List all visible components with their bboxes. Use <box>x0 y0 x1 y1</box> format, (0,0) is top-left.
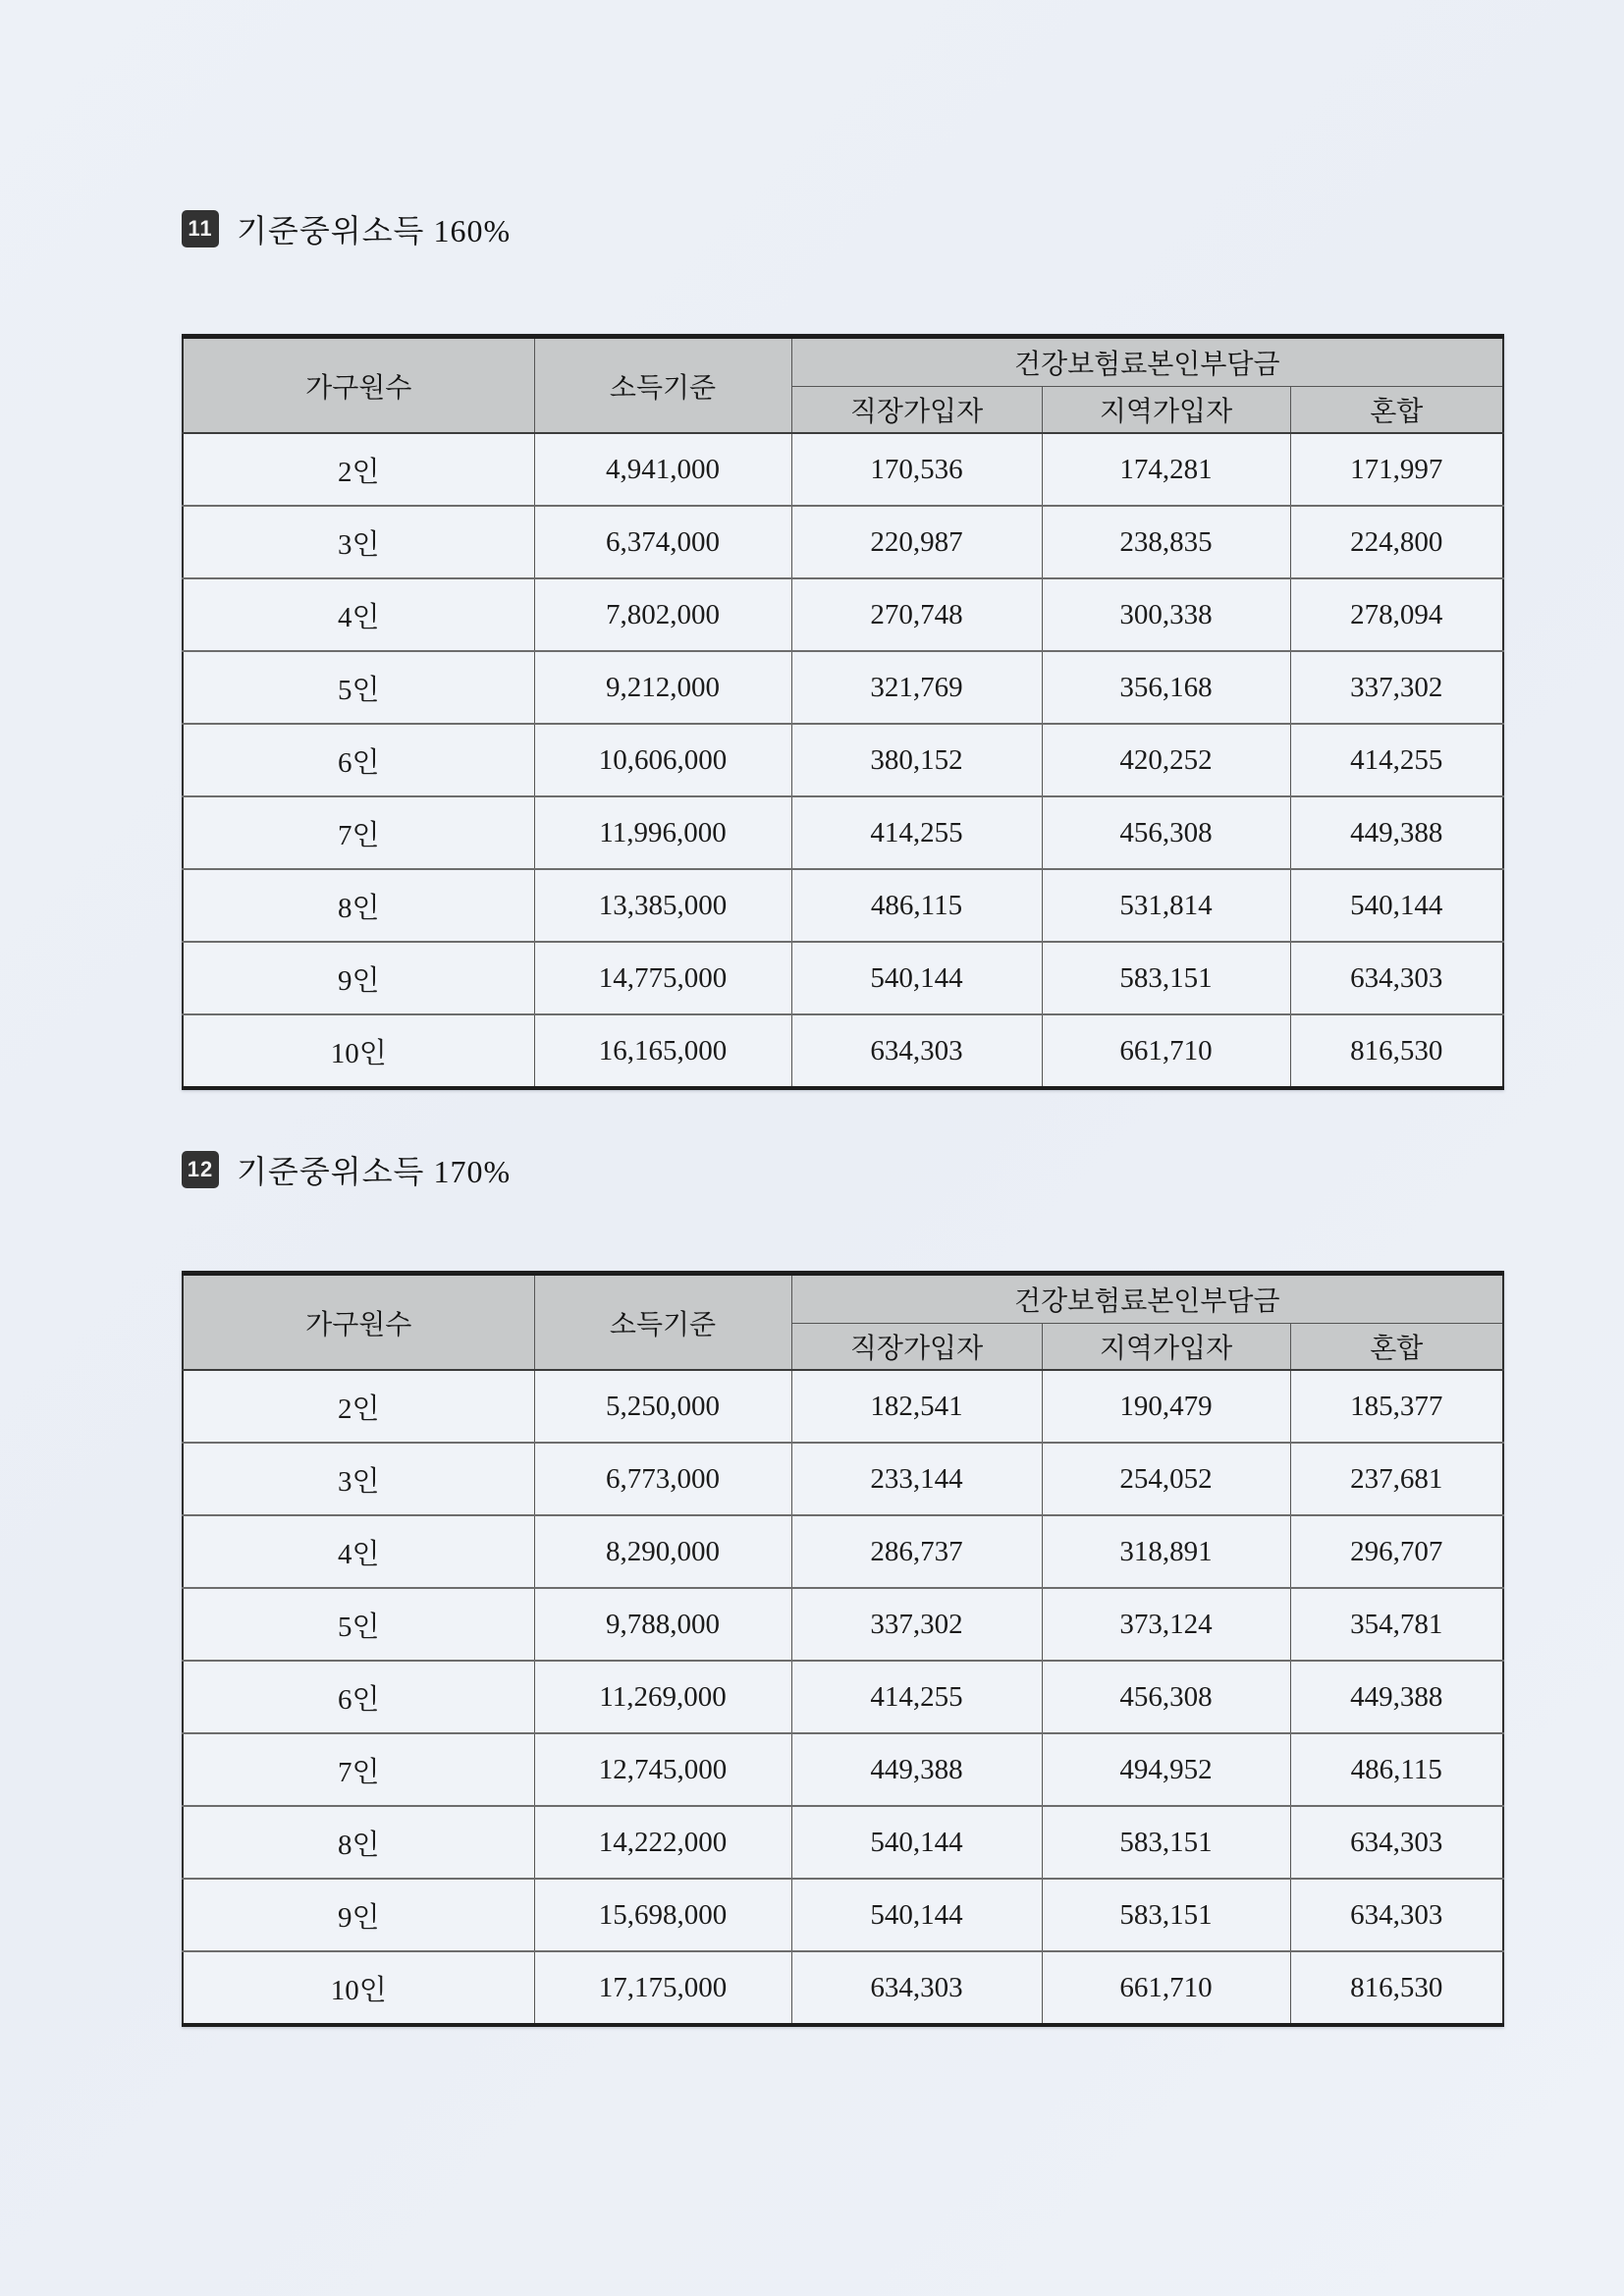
cell-employee-subscriber: 540,144 <box>791 1806 1042 1879</box>
cell-household-size: 3인 <box>183 1443 534 1515</box>
cell-regional-subscriber: 456,308 <box>1042 1661 1290 1733</box>
cell-income-standard: 15,698,000 <box>534 1879 791 1951</box>
cell-regional-subscriber: 583,151 <box>1042 942 1290 1014</box>
cell-employee-subscriber: 270,748 <box>791 578 1042 651</box>
header-regional-subscriber: 지역가입자 <box>1042 1324 1290 1371</box>
cell-income-standard: 6,773,000 <box>534 1443 791 1515</box>
header-household-size: 가구원수 <box>183 337 534 434</box>
cell-mixed: 354,781 <box>1290 1588 1503 1661</box>
cell-household-size: 7인 <box>183 1733 534 1806</box>
cell-employee-subscriber: 337,302 <box>791 1588 1042 1661</box>
table-row <box>183 1588 1503 1661</box>
cell-employee-subscriber: 286,737 <box>791 1515 1042 1588</box>
cell-employee-subscriber: 540,144 <box>791 942 1042 1014</box>
cell-employee-subscriber: 634,303 <box>791 1951 1042 2025</box>
income-table-160 <box>182 334 1504 1090</box>
income-table-170 <box>182 1271 1504 2027</box>
table-body <box>183 1370 1503 2025</box>
cell-mixed: 540,144 <box>1290 869 1503 942</box>
header-household-size: 가구원수 <box>183 1274 534 1371</box>
cell-regional-subscriber: 238,835 <box>1042 506 1290 578</box>
cell-regional-subscriber: 300,338 <box>1042 578 1290 651</box>
cell-regional-subscriber: 494,952 <box>1042 1733 1290 1806</box>
cell-employee-subscriber: 233,144 <box>791 1443 1042 1515</box>
cell-regional-subscriber: 190,479 <box>1042 1370 1290 1443</box>
table-row <box>183 433 1503 506</box>
cell-income-standard: 8,290,000 <box>534 1515 791 1588</box>
cell-mixed: 296,707 <box>1290 1515 1503 1588</box>
cell-regional-subscriber: 456,308 <box>1042 796 1290 869</box>
section-title <box>182 1147 1502 1192</box>
cell-regional-subscriber: 318,891 <box>1042 1515 1290 1588</box>
cell-mixed: 237,681 <box>1290 1443 1503 1515</box>
cell-income-standard: 12,745,000 <box>534 1733 791 1806</box>
cell-mixed: 486,115 <box>1290 1733 1503 1806</box>
header-income-standard: 소득기준 <box>534 337 791 434</box>
table-header <box>183 1274 1503 1371</box>
cell-mixed: 414,255 <box>1290 724 1503 796</box>
table-row <box>183 1806 1503 1879</box>
cell-employee-subscriber: 634,303 <box>791 1014 1042 1088</box>
cell-income-standard: 16,165,000 <box>534 1014 791 1088</box>
cell-regional-subscriber: 174,281 <box>1042 433 1290 506</box>
cell-income-standard: 14,222,000 <box>534 1806 791 1879</box>
cell-employee-subscriber: 380,152 <box>791 724 1042 796</box>
cell-income-standard: 13,385,000 <box>534 869 791 942</box>
table-row <box>183 796 1503 869</box>
cell-mixed: 634,303 <box>1290 942 1503 1014</box>
section-number-badge: 12 <box>182 1151 219 1188</box>
table-row <box>183 1733 1503 1806</box>
cell-household-size: 8인 <box>183 1806 534 1879</box>
cell-employee-subscriber: 540,144 <box>791 1879 1042 1951</box>
cell-employee-subscriber: 170,536 <box>791 433 1042 506</box>
table-header <box>183 337 1503 434</box>
cell-regional-subscriber: 583,151 <box>1042 1806 1290 1879</box>
table-row <box>183 578 1503 651</box>
cell-income-standard: 6,374,000 <box>534 506 791 578</box>
cell-mixed: 816,530 <box>1290 1951 1503 2025</box>
cell-household-size: 6인 <box>183 1661 534 1733</box>
cell-mixed: 634,303 <box>1290 1806 1503 1879</box>
cell-household-size: 9인 <box>183 1879 534 1951</box>
cell-employee-subscriber: 220,987 <box>791 506 1042 578</box>
cell-employee-subscriber: 486,115 <box>791 869 1042 942</box>
cell-mixed: 634,303 <box>1290 1879 1503 1951</box>
header-insurance-group: 건강보험료본인부담금 <box>791 1274 1503 1324</box>
cell-employee-subscriber: 414,255 <box>791 1661 1042 1733</box>
header-employee-subscriber: 직장가입자 <box>791 387 1042 434</box>
table-row <box>183 1661 1503 1733</box>
cell-regional-subscriber: 420,252 <box>1042 724 1290 796</box>
section-median-income-170 <box>182 1147 1502 2027</box>
cell-employee-subscriber: 182,541 <box>791 1370 1042 1443</box>
section-title-text: 기준중위소득 160% <box>237 213 512 248</box>
cell-household-size: 5인 <box>183 651 534 724</box>
cell-regional-subscriber: 531,814 <box>1042 869 1290 942</box>
cell-income-standard: 7,802,000 <box>534 578 791 651</box>
cell-mixed: 278,094 <box>1290 578 1503 651</box>
cell-regional-subscriber: 373,124 <box>1042 1588 1290 1661</box>
section-title-text: 기준중위소득 170% <box>237 1154 512 1189</box>
cell-mixed: 337,302 <box>1290 651 1503 724</box>
section-median-income-160 <box>182 206 1502 1090</box>
cell-income-standard: 5,250,000 <box>534 1370 791 1443</box>
table-row <box>183 1879 1503 1951</box>
table-row <box>183 651 1503 724</box>
table-row <box>183 506 1503 578</box>
header-mixed: 혼합 <box>1290 387 1503 434</box>
cell-income-standard: 14,775,000 <box>534 942 791 1014</box>
cell-mixed: 449,388 <box>1290 1661 1503 1733</box>
cell-household-size: 4인 <box>183 1515 534 1588</box>
cell-household-size: 8인 <box>183 869 534 942</box>
cell-employee-subscriber: 414,255 <box>791 796 1042 869</box>
header-mixed: 혼합 <box>1290 1324 1503 1371</box>
table-row <box>183 942 1503 1014</box>
cell-mixed: 185,377 <box>1290 1370 1503 1443</box>
table-row <box>183 869 1503 942</box>
cell-household-size: 3인 <box>183 506 534 578</box>
section-number-badge: 11 <box>182 210 219 247</box>
cell-mixed: 449,388 <box>1290 796 1503 869</box>
cell-household-size: 2인 <box>183 1370 534 1443</box>
cell-income-standard: 4,941,000 <box>534 433 791 506</box>
table-row <box>183 1951 1503 2025</box>
table-row <box>183 1370 1503 1443</box>
cell-employee-subscriber: 321,769 <box>791 651 1042 724</box>
cell-household-size: 6인 <box>183 724 534 796</box>
cell-household-size: 7인 <box>183 796 534 869</box>
cell-regional-subscriber: 661,710 <box>1042 1951 1290 2025</box>
cell-regional-subscriber: 356,168 <box>1042 651 1290 724</box>
cell-income-standard: 9,212,000 <box>534 651 791 724</box>
header-regional-subscriber: 지역가입자 <box>1042 387 1290 434</box>
table-row <box>183 1515 1503 1588</box>
cell-income-standard: 9,788,000 <box>534 1588 791 1661</box>
cell-regional-subscriber: 583,151 <box>1042 1879 1290 1951</box>
header-employee-subscriber: 직장가입자 <box>791 1324 1042 1371</box>
table-row <box>183 724 1503 796</box>
cell-household-size: 9인 <box>183 942 534 1014</box>
cell-household-size: 5인 <box>183 1588 534 1661</box>
cell-household-size: 4인 <box>183 578 534 651</box>
section-title <box>182 206 1502 251</box>
cell-mixed: 816,530 <box>1290 1014 1503 1088</box>
cell-household-size: 10인 <box>183 1014 534 1088</box>
header-income-standard: 소득기준 <box>534 1274 791 1371</box>
cell-regional-subscriber: 254,052 <box>1042 1443 1290 1515</box>
cell-income-standard: 10,606,000 <box>534 724 791 796</box>
cell-income-standard: 17,175,000 <box>534 1951 791 2025</box>
cell-income-standard: 11,269,000 <box>534 1661 791 1733</box>
cell-employee-subscriber: 449,388 <box>791 1733 1042 1806</box>
cell-mixed: 171,997 <box>1290 433 1503 506</box>
cell-income-standard: 11,996,000 <box>534 796 791 869</box>
table-row <box>183 1443 1503 1515</box>
cell-regional-subscriber: 661,710 <box>1042 1014 1290 1088</box>
cell-household-size: 10인 <box>183 1951 534 2025</box>
table-row <box>183 1014 1503 1088</box>
cell-household-size: 2인 <box>183 433 534 506</box>
header-insurance-group: 건강보험료본인부담금 <box>791 337 1503 387</box>
cell-mixed: 224,800 <box>1290 506 1503 578</box>
table-body <box>183 433 1503 1088</box>
